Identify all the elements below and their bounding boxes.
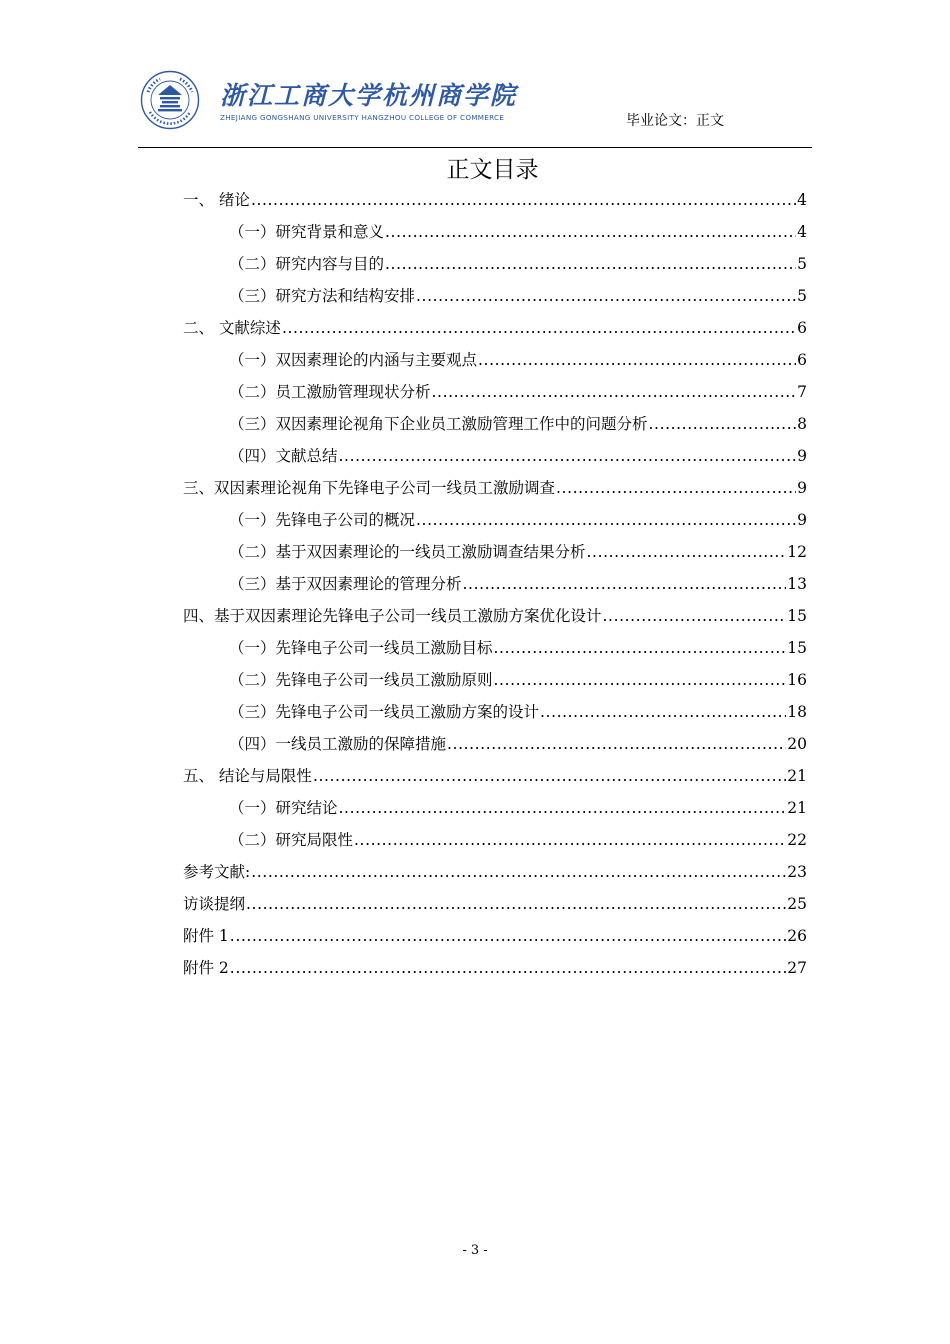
toc-entry-page: 15	[787, 639, 807, 657]
toc-entry[interactable]	[183, 952, 807, 984]
toc-leader-dots	[230, 952, 786, 984]
toc-entry[interactable]	[183, 856, 807, 888]
toc-entry[interactable]	[183, 760, 807, 792]
document-label: 毕业论文：正文	[626, 113, 724, 129]
toc-entry[interactable]	[183, 920, 807, 952]
toc-leader-dots	[494, 632, 787, 664]
toc-entry-page: 6	[797, 351, 807, 369]
toc-entry-page: 4	[797, 191, 807, 209]
toc-entry-page: 15	[787, 607, 807, 625]
toc-leader-dots	[339, 792, 787, 824]
toc-entry-label: 三、双因素理论视角下先锋电子公司一线员工激励调查	[183, 479, 556, 497]
toc-leader-dots	[587, 536, 787, 568]
toc-leader-dots	[478, 344, 796, 376]
toc-leader-dots	[463, 568, 787, 600]
toc-entry-page: 5	[797, 255, 807, 273]
toc-leader-dots	[282, 312, 796, 344]
toc-entry-label: （二）员工激励管理现状分析	[229, 383, 431, 401]
toc-entry[interactable]	[183, 408, 807, 440]
toc-entry[interactable]	[183, 280, 807, 312]
page-number: - 3 -	[462, 1243, 488, 1258]
toc-leader-dots	[385, 248, 796, 280]
toc-entry-page: 27	[787, 959, 807, 977]
header-divider	[138, 147, 812, 148]
page-header	[138, 66, 812, 150]
toc-entry[interactable]	[183, 632, 807, 664]
page-title: 正文目录	[446, 157, 539, 183]
toc-leader-dots	[385, 216, 796, 248]
toc-entry-page: 8	[797, 415, 807, 433]
toc-entry-label: （一）研究结论	[229, 799, 338, 817]
toc-entry-page: 22	[787, 831, 807, 849]
toc-entry-page: 9	[797, 511, 807, 529]
toc-leader-dots	[251, 184, 796, 216]
toc-leader-dots	[230, 920, 786, 952]
toc-entry-label: （二）基于双因素理论的一线员工激励调查结果分析	[229, 543, 586, 561]
toc-entry-label: （三）基于双因素理论的管理分析	[229, 575, 462, 593]
toc-entry-label: （三）研究方法和结构安排	[229, 287, 416, 305]
toc-entry-page: 25	[787, 895, 807, 913]
toc-entry-page: 6	[797, 319, 807, 337]
toc-entry-page: 21	[787, 799, 807, 817]
toc-entry-page: 5	[797, 287, 807, 305]
toc-entry[interactable]	[183, 536, 807, 568]
toc-entry[interactable]	[183, 696, 807, 728]
toc-entry[interactable]	[183, 824, 807, 856]
toc-entry-label: 一、 绪论	[183, 191, 250, 209]
toc-leader-dots	[432, 376, 797, 408]
toc-entry[interactable]	[183, 216, 807, 248]
toc-entry[interactable]	[183, 472, 807, 504]
toc-entry-label: （三）先锋电子公司一线员工激励方案的设计	[229, 703, 540, 721]
toc-entry-page: 23	[787, 863, 807, 881]
toc-entry-page: 4	[797, 223, 807, 241]
toc-entry-label: 五、 结论与局限性	[183, 767, 312, 785]
toc-entry[interactable]	[183, 440, 807, 472]
toc-leader-dots	[354, 824, 786, 856]
toc-entry-label: 四、基于双因素理论先锋电子公司一线员工激励方案优化设计	[183, 607, 602, 625]
toc-entry[interactable]	[183, 568, 807, 600]
toc-entry-label: （一）双因素理论的内涵与主要观点	[229, 351, 478, 369]
toc-entry-label: （四）一线员工激励的保障措施	[229, 735, 447, 753]
toc-entry-page: 21	[787, 767, 807, 785]
toc-leader-dots	[540, 696, 786, 728]
toc-leader-dots	[447, 728, 786, 760]
toc-entry-page: 18	[787, 703, 807, 721]
toc-leader-dots	[246, 888, 786, 920]
toc-leader-dots	[416, 280, 796, 312]
toc-leader-dots	[313, 760, 786, 792]
toc-leader-dots	[416, 504, 796, 536]
toc-entry[interactable]	[183, 504, 807, 536]
toc-entry[interactable]	[183, 728, 807, 760]
toc-entry-label: （二）研究内容与目的	[229, 255, 385, 273]
toc-leader-dots	[251, 856, 786, 888]
toc-entry-page: 26	[787, 927, 807, 945]
toc-leader-dots	[339, 440, 797, 472]
toc-entry-label: （四）文献总结	[229, 447, 338, 465]
toc-entry[interactable]	[183, 664, 807, 696]
toc-entry-page: 7	[797, 383, 807, 401]
school-brand	[220, 82, 517, 122]
toc-entry-label: （一）研究背景和意义	[229, 223, 385, 241]
toc-entry-page: 20	[787, 735, 807, 753]
toc-entry-label: （二）先锋电子公司一线员工激励原则	[229, 671, 493, 689]
toc-entry-label: 附件 2	[183, 959, 229, 977]
toc-entry-page: 16	[787, 671, 807, 689]
toc-entry-page: 9	[797, 479, 807, 497]
table-of-contents	[183, 184, 807, 984]
toc-entry-label: 附件 1	[183, 927, 229, 945]
toc-entry-page: 9	[797, 447, 807, 465]
toc-entry-page: 13	[787, 575, 807, 593]
toc-entry[interactable]	[183, 248, 807, 280]
toc-entry[interactable]	[183, 888, 807, 920]
toc-entry-label: （一）先锋电子公司一线员工激励目标	[229, 639, 493, 657]
toc-entry-page: 12	[787, 543, 807, 561]
toc-entry[interactable]	[183, 312, 807, 344]
toc-entry-label: （三）双因素理论视角下企业员工激励管理工作中的问题分析	[229, 415, 648, 433]
toc-entry-label: 参考文献:	[183, 863, 251, 881]
toc-entry[interactable]	[183, 600, 807, 632]
toc-entry[interactable]	[183, 792, 807, 824]
toc-entry[interactable]	[183, 344, 807, 376]
school-name-cn: 浙江工商大学杭州商学院	[220, 81, 518, 110]
toc-entry[interactable]	[183, 184, 807, 216]
toc-entry-label: 访谈提纲	[183, 895, 246, 913]
toc-leader-dots	[556, 472, 796, 504]
toc-entry-label: （二）研究局限性	[229, 831, 354, 849]
toc-leader-dots	[649, 408, 797, 440]
toc-entry[interactable]	[183, 376, 807, 408]
university-seal-icon	[140, 70, 200, 130]
toc-leader-dots	[494, 664, 787, 696]
toc-entry-label: 二、 文献综述	[183, 319, 281, 337]
toc-entry-label: （一）先锋电子公司的概况	[229, 511, 416, 529]
school-name-en: ZHEJIANG GONGSHANG UNIVERSITY HANGZHOU COLLEGE OF COMMERCE	[220, 113, 505, 122]
toc-leader-dots	[603, 600, 787, 632]
